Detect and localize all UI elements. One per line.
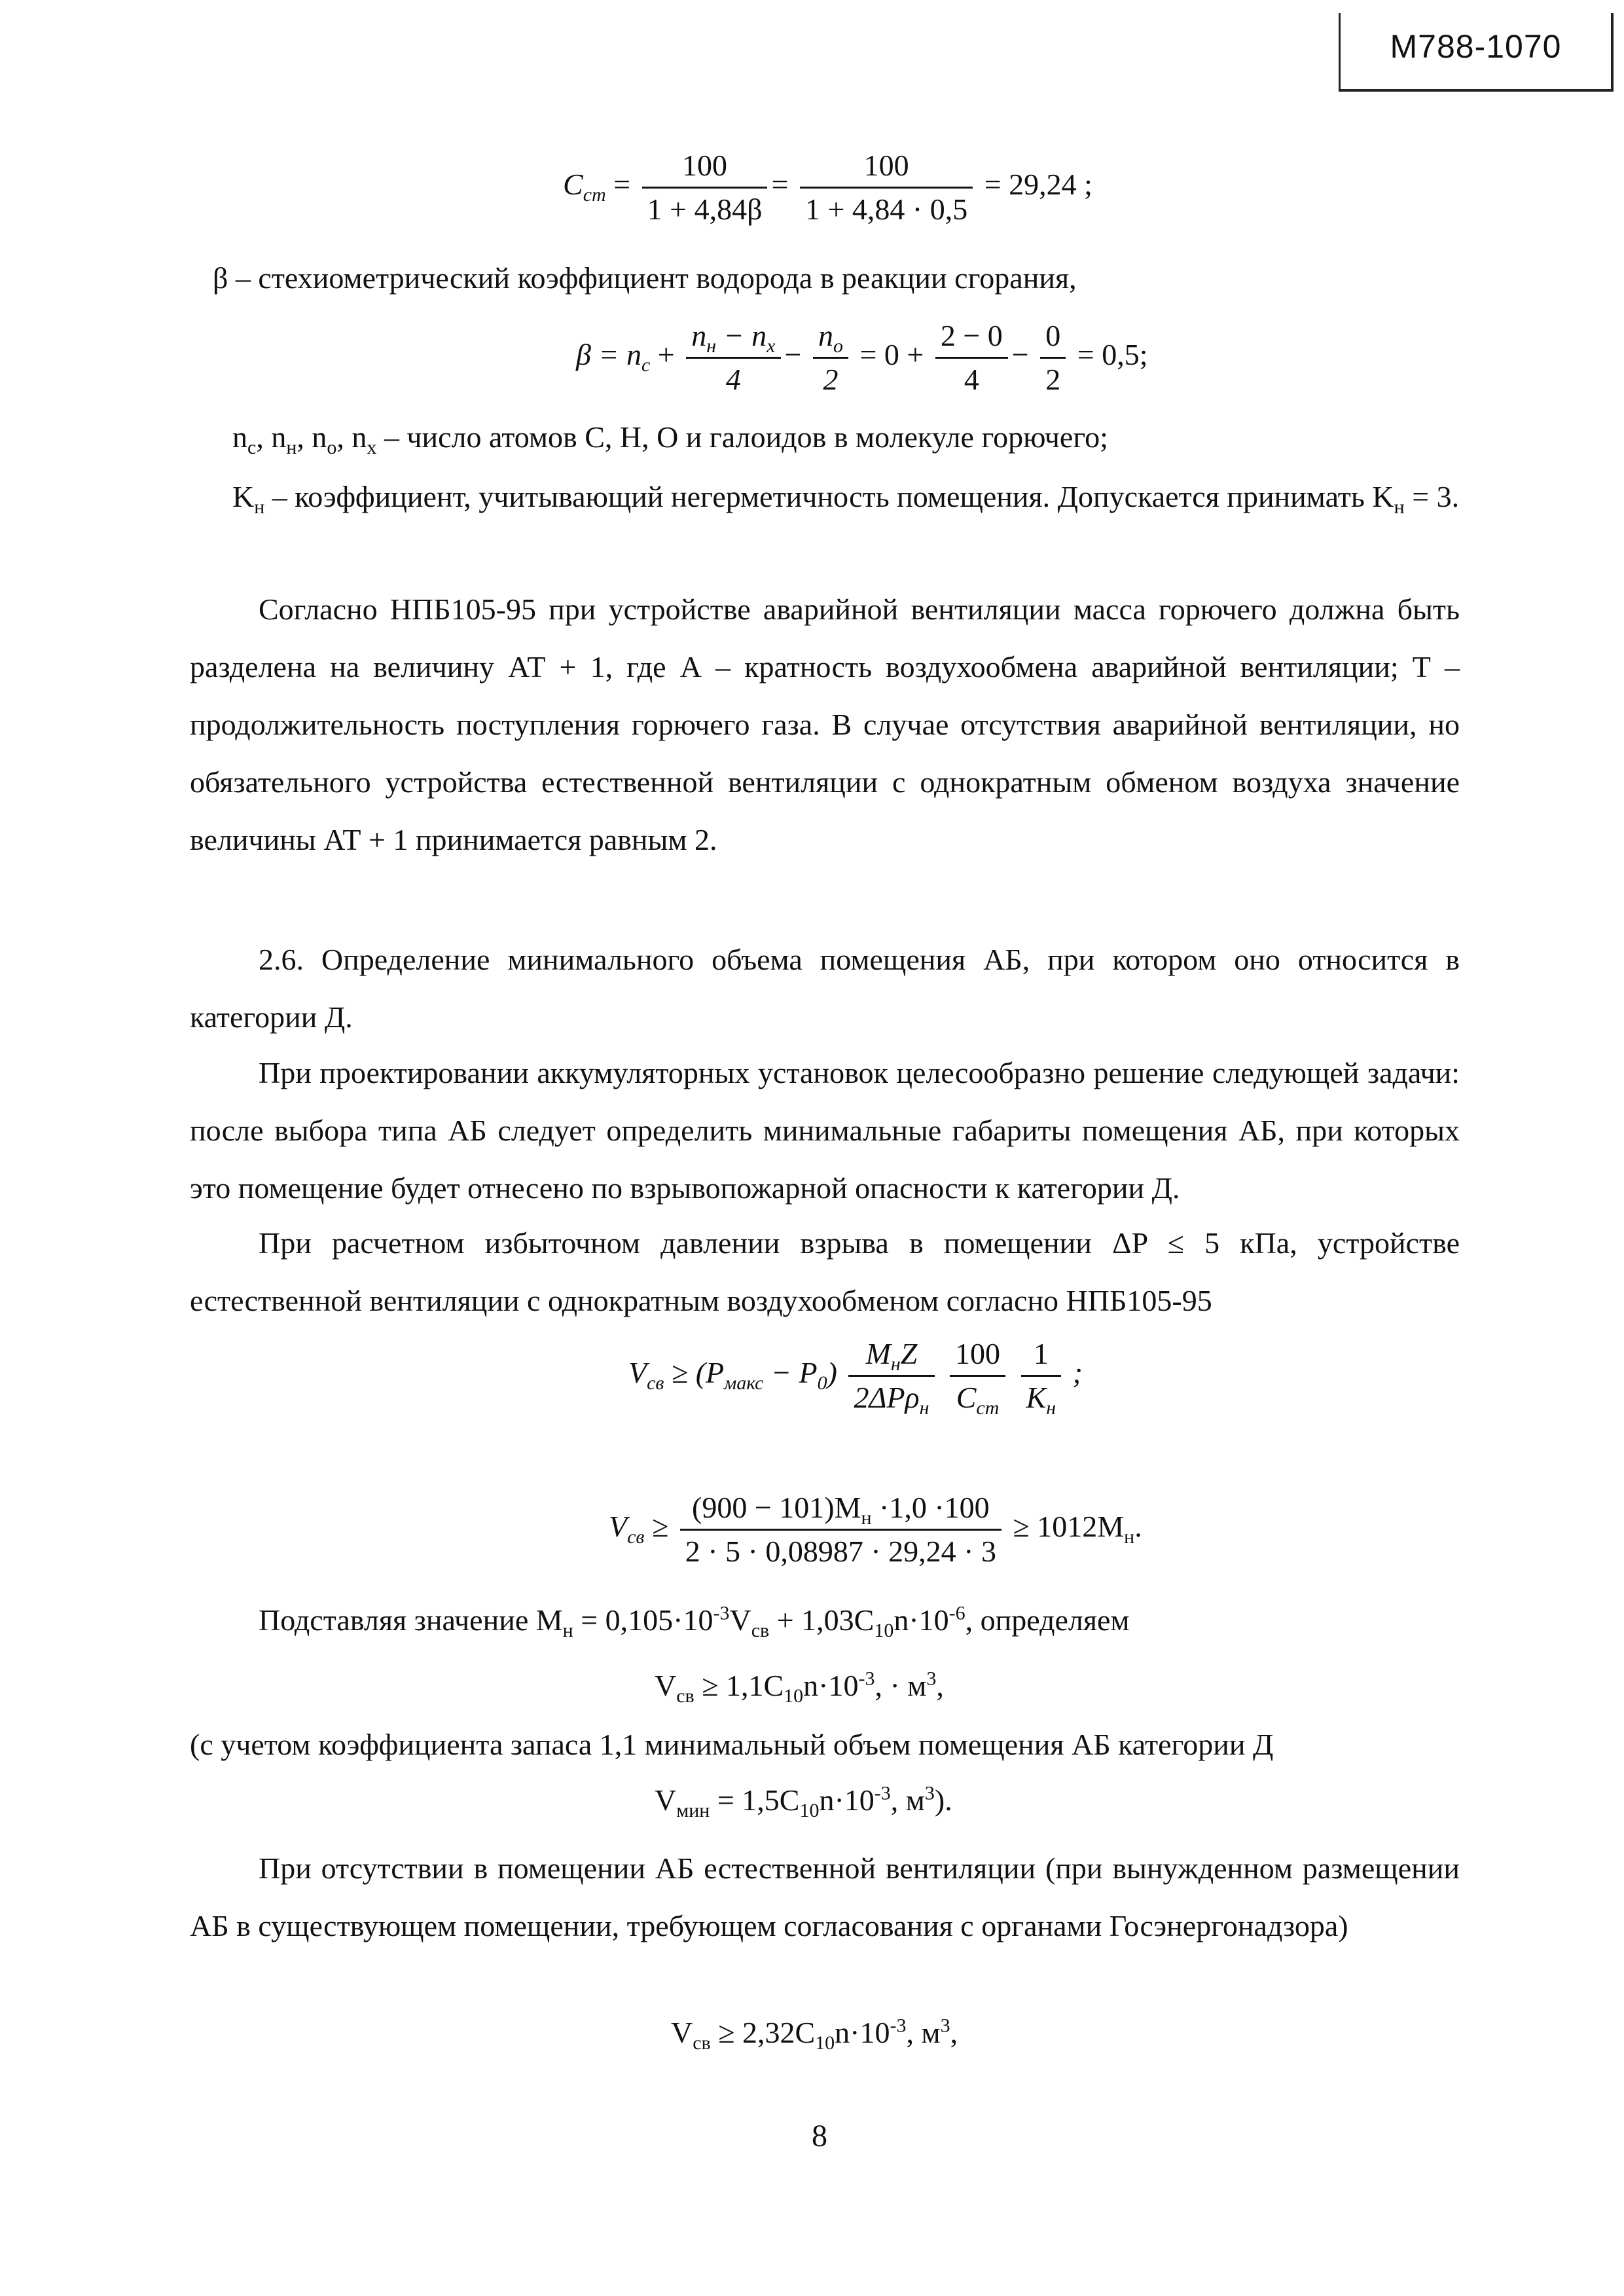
kn-definition: $K_н$ – коэффициент, учитывающий негерметичность помещения. Допускается принимать $K_н = 3$. (232, 480, 1460, 519)
vsv1-fraction-2: $\frac{100}{C_{ст}}$ (950, 1336, 1005, 1416)
formula-vsv-2: $V_{св}$ ≥ $\frac{(900 - 101)M_н \cdot 1,0 \cdot 100}{2 \cdot 5 \cdot 0,08987 \cdot 29,24 \cdot 3}$ ≥ $1012M_н$. (609, 1489, 1142, 1570)
formula-cst: $C_{ст}$ = $\frac{100}{1 + 4,84\beta}$ = $\frac{100}{1 + 4,84 \cdot 0,5}$ = 29,24 ; (563, 147, 1092, 228)
cst-fraction-2: $\frac{100}{1 + 4,84 \cdot 0,5}$ (800, 147, 973, 228)
formula-vsv-1: $V_{св} \ge (P_{макс} - P_0)$ $\frac{M_нZ}{2\Delta P\rho_н}$ $\frac{100}{C_{ст}}$ $\frac{1}{K_н}$ ; (628, 1337, 1083, 1419)
page-number: 8 (812, 2119, 827, 2153)
vsv2-fraction: $\frac{(900 - 101)M_н \cdot 1,0 \cdot 100}{2 \cdot 5 \cdot 0,08987 \cdot 29,24 \cdot 3}$ (680, 1489, 1001, 1570)
design-paragraph: При проектировании аккумуляторных установок целесообразно решение следующей задачи: после выбора типа АБ следует определить минимальные габариты помещения АБ, при которых это помещение будет отнесено по взрывопожарной опасности к категории Д. (190, 1056, 1460, 1205)
beta-fraction-4: $\frac{0}{2}$ (1040, 318, 1066, 398)
cst-fraction-1: $\frac{100}{1 + 4,84\beta}$ (642, 147, 768, 228)
no-ventilation-paragraph: При отсутствии в помещении АБ естественной вентиляции (при вынужденном размещении АБ в существующем помещении, требующем согласования с органами Госэнергонадзора) (190, 1851, 1460, 1942)
formula-beta: $\beta = n_c$ + $\frac{n_н - n_x}{4}$ − $\frac{n_o}{2}$ = 0 + $\frac{2 - 0}{4}$ − $\frac{0}{2}$ = 0,5; (576, 318, 1147, 398)
pressure-paragraph: При расчетном избыточном давлении взрыва в помещении ΔP ≤ 5 кПа, устройстве естественной вентиляции с однократным воздухообменом согласно НПБ105-95 (190, 1226, 1460, 1317)
vsv-final: $V_{св} \ge 2,32C_{10}n\cdot 10^{-3}$, $м^3$, (671, 2014, 958, 2054)
beta-definition: β – стехиометрический коэффициент водорода в реакции сгорания, (213, 261, 1077, 295)
beta-fraction-3: $\frac{2 - 0}{4}$ (935, 318, 1008, 398)
vsv1-fraction-3: $\frac{1}{K_н}$ (1021, 1336, 1062, 1416)
npb-paragraph: Согласно НПБ105-95 при устройстве аварийной вентиляции масса горючего должна быть разделена на величину АТ + 1, где А – кратность воздухообмена аварийной вентиляции; Т – продолжительность поступления горючего газа. В случае отсутствия аварийной вентиляции, но обязательного устройства естественной вентиляции с однократным обменом воздуха значение величины АТ + 1 принимается равным 2. (190, 592, 1460, 856)
document-code-stamp (1339, 13, 1614, 92)
document-code: М788-1070 (1390, 28, 1562, 65)
substitute-line: Подставляя значение $M_н = 0,105\cdot 10^{-3}V_{св} + 1,03C_{10}n\cdot 10^{-6}$, определяем (259, 1602, 1130, 1642)
beta-fraction-2: $\frac{n_o}{2}$ (813, 318, 848, 398)
vsv1-fraction-1: $\frac{M_нZ}{2\Delta P\rho_н}$ (848, 1336, 934, 1416)
cst-lhs: $C_{ст}$ (563, 168, 606, 206)
cst-result: = 29,24 ; (984, 168, 1092, 202)
atoms-definition: $n_c$, $n_н$, $n_o$, $n_x$ – число атомов С, Н, О и галоидов в молекуле горючего; (232, 420, 1108, 459)
section-2-6-heading: 2.6. Определение минимального объема помещения АБ, при котором оно относится в категории Д. (190, 943, 1460, 1034)
beta-fraction-1: $\frac{n_н - n_x}{4}$ (686, 318, 780, 398)
vmin-line: $V_{мин} = 1,5C_{10}n\cdot 10^{-3}$, $м^3$). (655, 1782, 952, 1822)
vsv-result: $V_{св} \ge 1,1C_{10}n\cdot 10^{-3}$, · $м^3$, (655, 1667, 944, 1707)
reserve-line: (с учетом коэффициента запаса 1,1 минимальный объем помещения АБ категории Д (190, 1728, 1274, 1761)
